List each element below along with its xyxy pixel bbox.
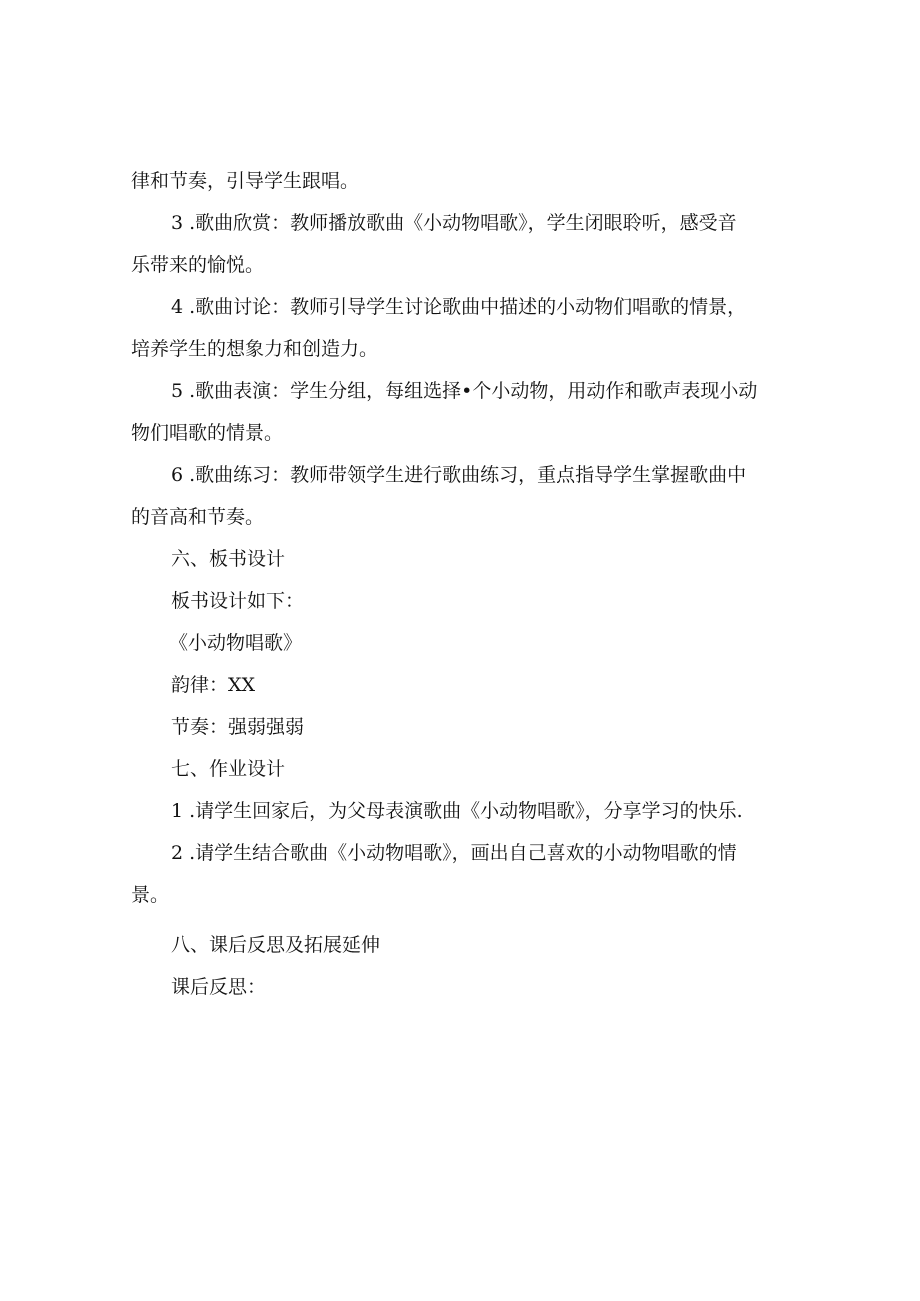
list-item-6: 6 .歌曲练习：教师带领学生进行歌曲练习，重点指导学生掌握歌曲中: [171, 464, 747, 486]
section-heading-homework: 七、作业设计: [171, 758, 286, 780]
list-item-4: 4 .歌曲讨论：教师引导学生讨论歌曲中描述的小动物们唱歌的情景，: [171, 296, 747, 318]
song-title: 《小动物唱歌》: [169, 632, 303, 654]
paragraph-line: 乐带来的愉悦。: [131, 254, 265, 276]
beat-line: 节奏：强弱强弱: [171, 716, 305, 738]
list-item-1: 1 .请学生回家后，为父母表演歌曲《小动物唱歌》，分享学习的快乐.: [171, 800, 743, 822]
paragraph-line: 律和节奏，引导学生跟唱。: [131, 170, 360, 192]
paragraph-line: 景。: [131, 884, 170, 906]
paragraph-line: 培养学生的想象力和创造力。: [131, 338, 379, 360]
section-heading-board-design: 六、板书设计: [171, 548, 286, 570]
paragraph-line: 课后反思：: [171, 976, 267, 998]
rhythm-line: 韵律：XX: [171, 674, 256, 696]
paragraph-line: 物们唱歌的情景。: [131, 422, 284, 444]
document-body: [131, 160, 799, 1008]
section-heading-reflection: 八、课后反思及拓展延伸: [171, 934, 381, 956]
list-item-3: 3 .歌曲欣赏：教师播放歌曲《小动物唱歌》，学生闭眼聆听，感受音: [171, 212, 737, 234]
list-item-5: 5 .歌曲表演：学生分组，每组选择•个小动物，用动作和歌声表现小动: [171, 380, 758, 402]
list-item-2: 2 .请学生结合歌曲《小动物唱歌》，画出自己喜欢的小动物唱歌的情: [171, 842, 737, 864]
paragraph-line: 板书设计如下：: [171, 590, 305, 612]
paragraph-line: 的音高和节奏。: [131, 506, 265, 528]
